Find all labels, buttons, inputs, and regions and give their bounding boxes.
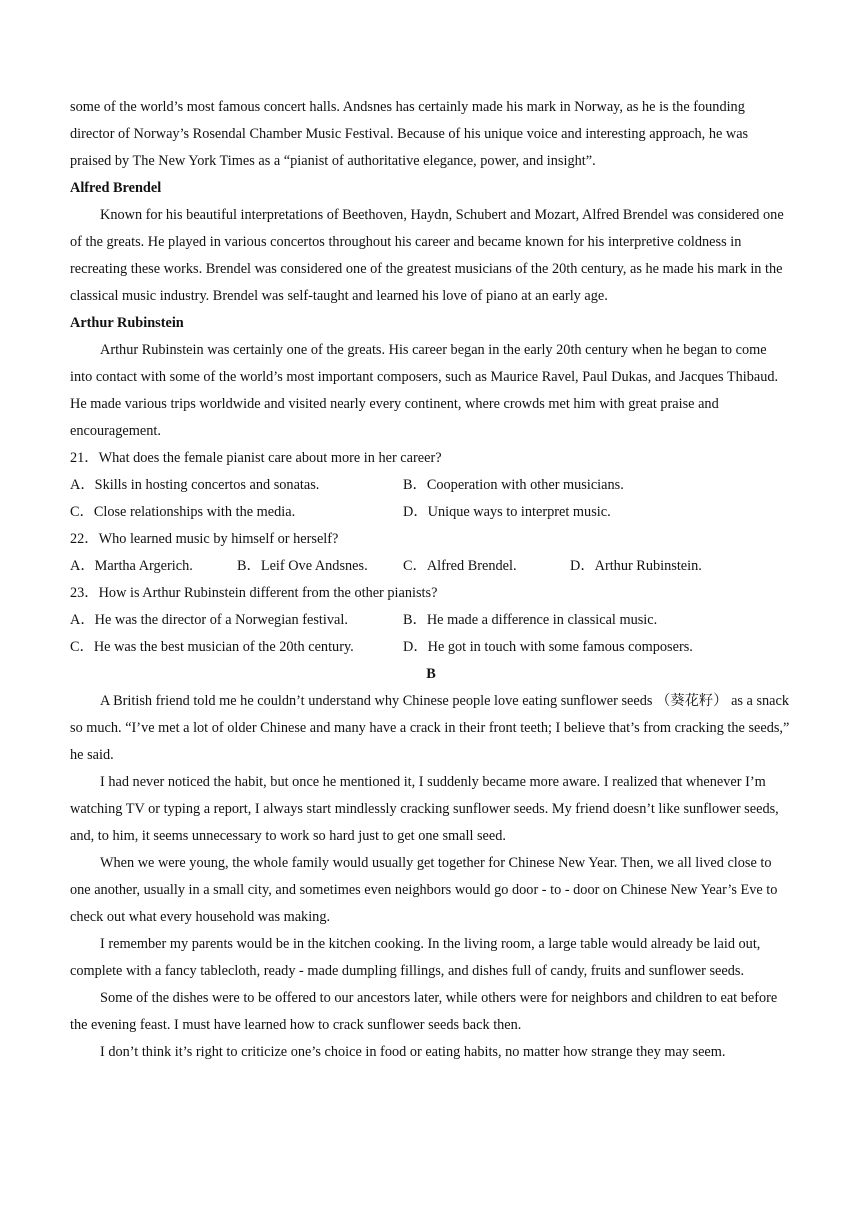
question-21-option-c: C．Close relationships with the media. bbox=[70, 504, 296, 520]
section-b-paragraph-2: I had never noticed the habit, but once he mentioned it, I suddenly became more aware. I realized that whenever I’m watching TV or typing a report, I always start mindlessly cracking sunflower seeds. My friend doesn’t like sunflower seeds, and, to him, it seems unnecessary to work so hard just to get one small seed. bbox=[70, 774, 779, 844]
section-b-paragraph-3: When we were young, the whole family would usually get together for Chinese New Year. Then, we all lived close to one another, usually in a small city, and sometimes even neighbors would go door - to - door on Chinese New Year’s Eve to check out what every household was making. bbox=[70, 855, 778, 925]
section-b-label: B bbox=[426, 666, 436, 682]
rubinstein-paragraph: Arthur Rubinstein was certainly one of the greats. His career began in the early 20th century when he began to come into contact with some of the world’s most important composers, such as Maurice Ravel, Paul Dukas, and Jacques Thibaud. He made various trips worldwide and visited nearly every continent, where crowds met him with great praise and encouragement. bbox=[70, 342, 779, 439]
section-b-paragraph-5: Some of the dishes were to be offered to our ancestors later, while others were for neighbors and children to eat before the evening feast. I must have learned how to crack sunflower seeds back then. bbox=[70, 990, 778, 1033]
question-22-option-b: B．Leif Ove Andsnes. bbox=[237, 558, 368, 574]
question-21-option-a: A．Skills in hosting concertos and sonatas. bbox=[70, 477, 320, 493]
question-22-stem: 22．Who learned music by himself or herself? bbox=[70, 531, 339, 547]
question-23-option-a: A．He was the director of a Norwegian festival. bbox=[70, 612, 348, 628]
section-b-paragraph-6: I don’t think it’s right to criticize one’s choice in food or eating habits, no matter how strange they may seem. bbox=[100, 1044, 726, 1060]
document-body bbox=[70, 94, 792, 1066]
question-22-option-d: D．Arthur Rubinstein. bbox=[570, 558, 702, 574]
question-21-options-row-2 bbox=[70, 499, 792, 526]
question-22-option-c: C．Alfred Brendel. bbox=[403, 558, 517, 574]
question-23-option-c: C．He was the best musician of the 20th century. bbox=[70, 639, 354, 655]
question-22-options-row bbox=[70, 553, 792, 580]
question-23-stem: 23．How is Arthur Rubinstein different from the other pianists? bbox=[70, 585, 438, 601]
section-b-paragraph-4: I remember my parents would be in the kitchen cooking. In the living room, a large table would already be laid out, complete with a fancy tablecloth, ready - made dumpling fillings, and dishes full of candy, fruits and sunflower seeds. bbox=[70, 936, 761, 979]
brendel-heading: Alfred Brendel bbox=[70, 180, 162, 196]
question-21-options-row-1 bbox=[70, 472, 792, 499]
rubinstein-heading: Arthur Rubinstein bbox=[70, 315, 184, 331]
question-23-options-row-2 bbox=[70, 634, 792, 661]
section-b-paragraph-1: A British friend told me he couldn’t understand why Chinese people love eating sunflower seeds （葵花籽） as a snack so much. “I’ve met a lot of older Chinese and many have a crack in their front teeth; I believe that’s from cracking the seeds,” he said. bbox=[70, 693, 790, 763]
brendel-paragraph: Known for his beautiful interpretations of Beethoven, Haydn, Schubert and Mozart, Alfred Brendel was considered one of the greats. He played in various concertos throughout his career and became known for his interpretive coldness in recreating these works. Brendel was considered one of the greatest musicians of the 20th century, as he made his mark in the classical music industry. Brendel was self-taught and learned his love of piano at an early age. bbox=[70, 207, 784, 304]
question-22-option-a: A．Martha Argerich. bbox=[70, 558, 193, 574]
question-23-option-b: B．He made a difference in classical music. bbox=[403, 612, 658, 628]
question-23-options-row-1 bbox=[70, 607, 792, 634]
question-23-option-d: D．He got in touch with some famous composers. bbox=[403, 639, 693, 655]
question-21-stem: 21．What does the female pianist care about more in her career? bbox=[70, 450, 442, 466]
andsnes-paragraph-continued: some of the world’s most famous concert halls. Andsnes has certainly made his mark in Norway, as he is the founding director of Norway’s Rosendal Chamber Music Festival. Because of his unique voice and interesting approach, he was praised by The New York Times as a “pianist of authoritative elegance, power, and insight”. bbox=[70, 99, 749, 169]
question-21-option-d: D．Unique ways to interpret music. bbox=[403, 504, 611, 520]
question-21-option-b: B．Cooperation with other musicians. bbox=[403, 477, 624, 493]
